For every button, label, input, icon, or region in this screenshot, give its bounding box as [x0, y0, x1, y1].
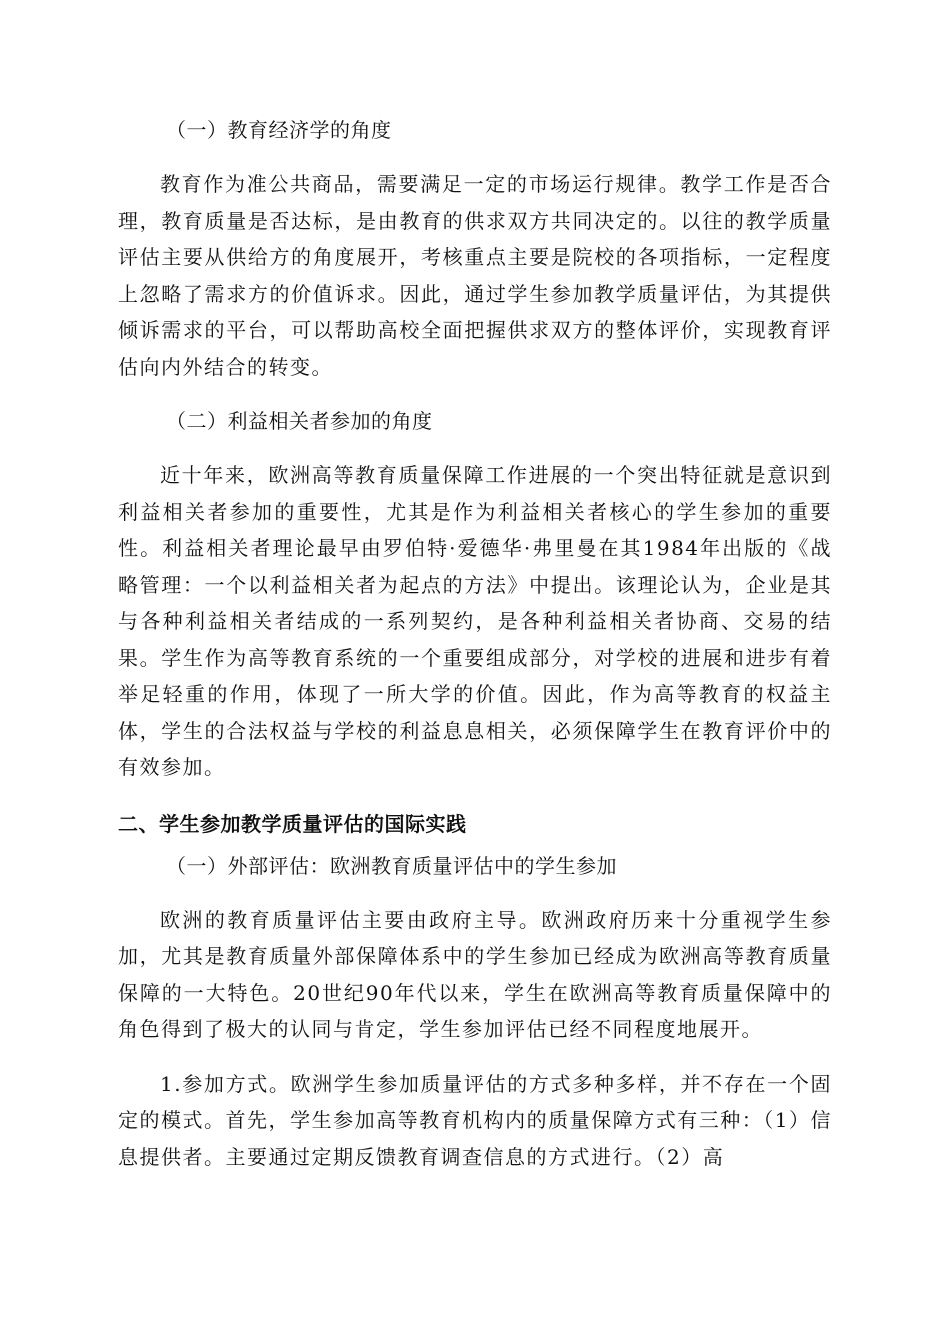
paragraph-economics: 教育作为准公共商品，需要满足一定的市场运行规律。教学工作是否合理，教育质量是否达标，是由教育的供求双方共同决定的。以往的教学质量评估主要从供给方的角度展开，考核重点主要是院校的各项指标，一定程度上忽略了需求方的价值诉求。因此，通过学生参加教学质量评估，为其提供倾诉需求的平台，可以帮助高校全面把握供求双方的整体评价，实现教育评估向内外结合的转变。 [118, 172, 832, 379]
paragraph-stakeholders: 近十年来，欧洲高等教育质量保障工作进展的一个突出特征就是意识到利益相关者参加的重要性，尤其是作为利益相关者核心的学生参加的重要性。利益相关者理论最早由罗伯特·爱德华·弗里曼在其1984年出版的《战略管理：一个以利益相关者为起点的方法》中提出。该理论认为，企业是其与各种利益相关者结成的一系列契约，是各种利益相关者协商、交易的结果。学生作为高等教育系统的一个重要组成部分，对学校的进展和进步有着举足轻重的作用，体现了一所大学的价值。因此，作为高等教育的权益主体，学生的合法权益与学校的利益息息相关，必须保障学生在教育评价中的有效参加。 [118, 463, 832, 779]
paragraph-participation-methods: 1.参加方式。欧洲学生参加质量评估的方式多种多样，并不存在一个固定的模式。首先，学生参加高等教育机构内的质量保障方式有三种：（1）信息提供者。主要通过定期反馈教育调查信息的方式进行。（2）高 [118, 1071, 832, 1169]
subsection-title-external-evaluation: （一）外部评估：欧洲教育质量评估中的学生参加 [166, 853, 617, 878]
section-title-international-practice: 二、学生参加教学质量评估的国际实践 [118, 811, 467, 836]
subsection-title-economics: （一）教育经济学的角度 [166, 118, 392, 142]
subsection-title-stakeholders: （二）利益相关者参加的角度 [166, 409, 433, 433]
paragraph-external-evaluation: 欧洲的教育质量评估主要由政府主导。欧洲政府历来十分重视学生参加，尤其是教育质量外部保障体系中的学生参加已经成为欧洲高等教育质量保障的一大特色。20世纪90年代以来，学生在欧洲高等教育质量保障中的角色得到了极大的认同与肯定，学生参加评估已经不同程度地展开。 [118, 907, 832, 1041]
